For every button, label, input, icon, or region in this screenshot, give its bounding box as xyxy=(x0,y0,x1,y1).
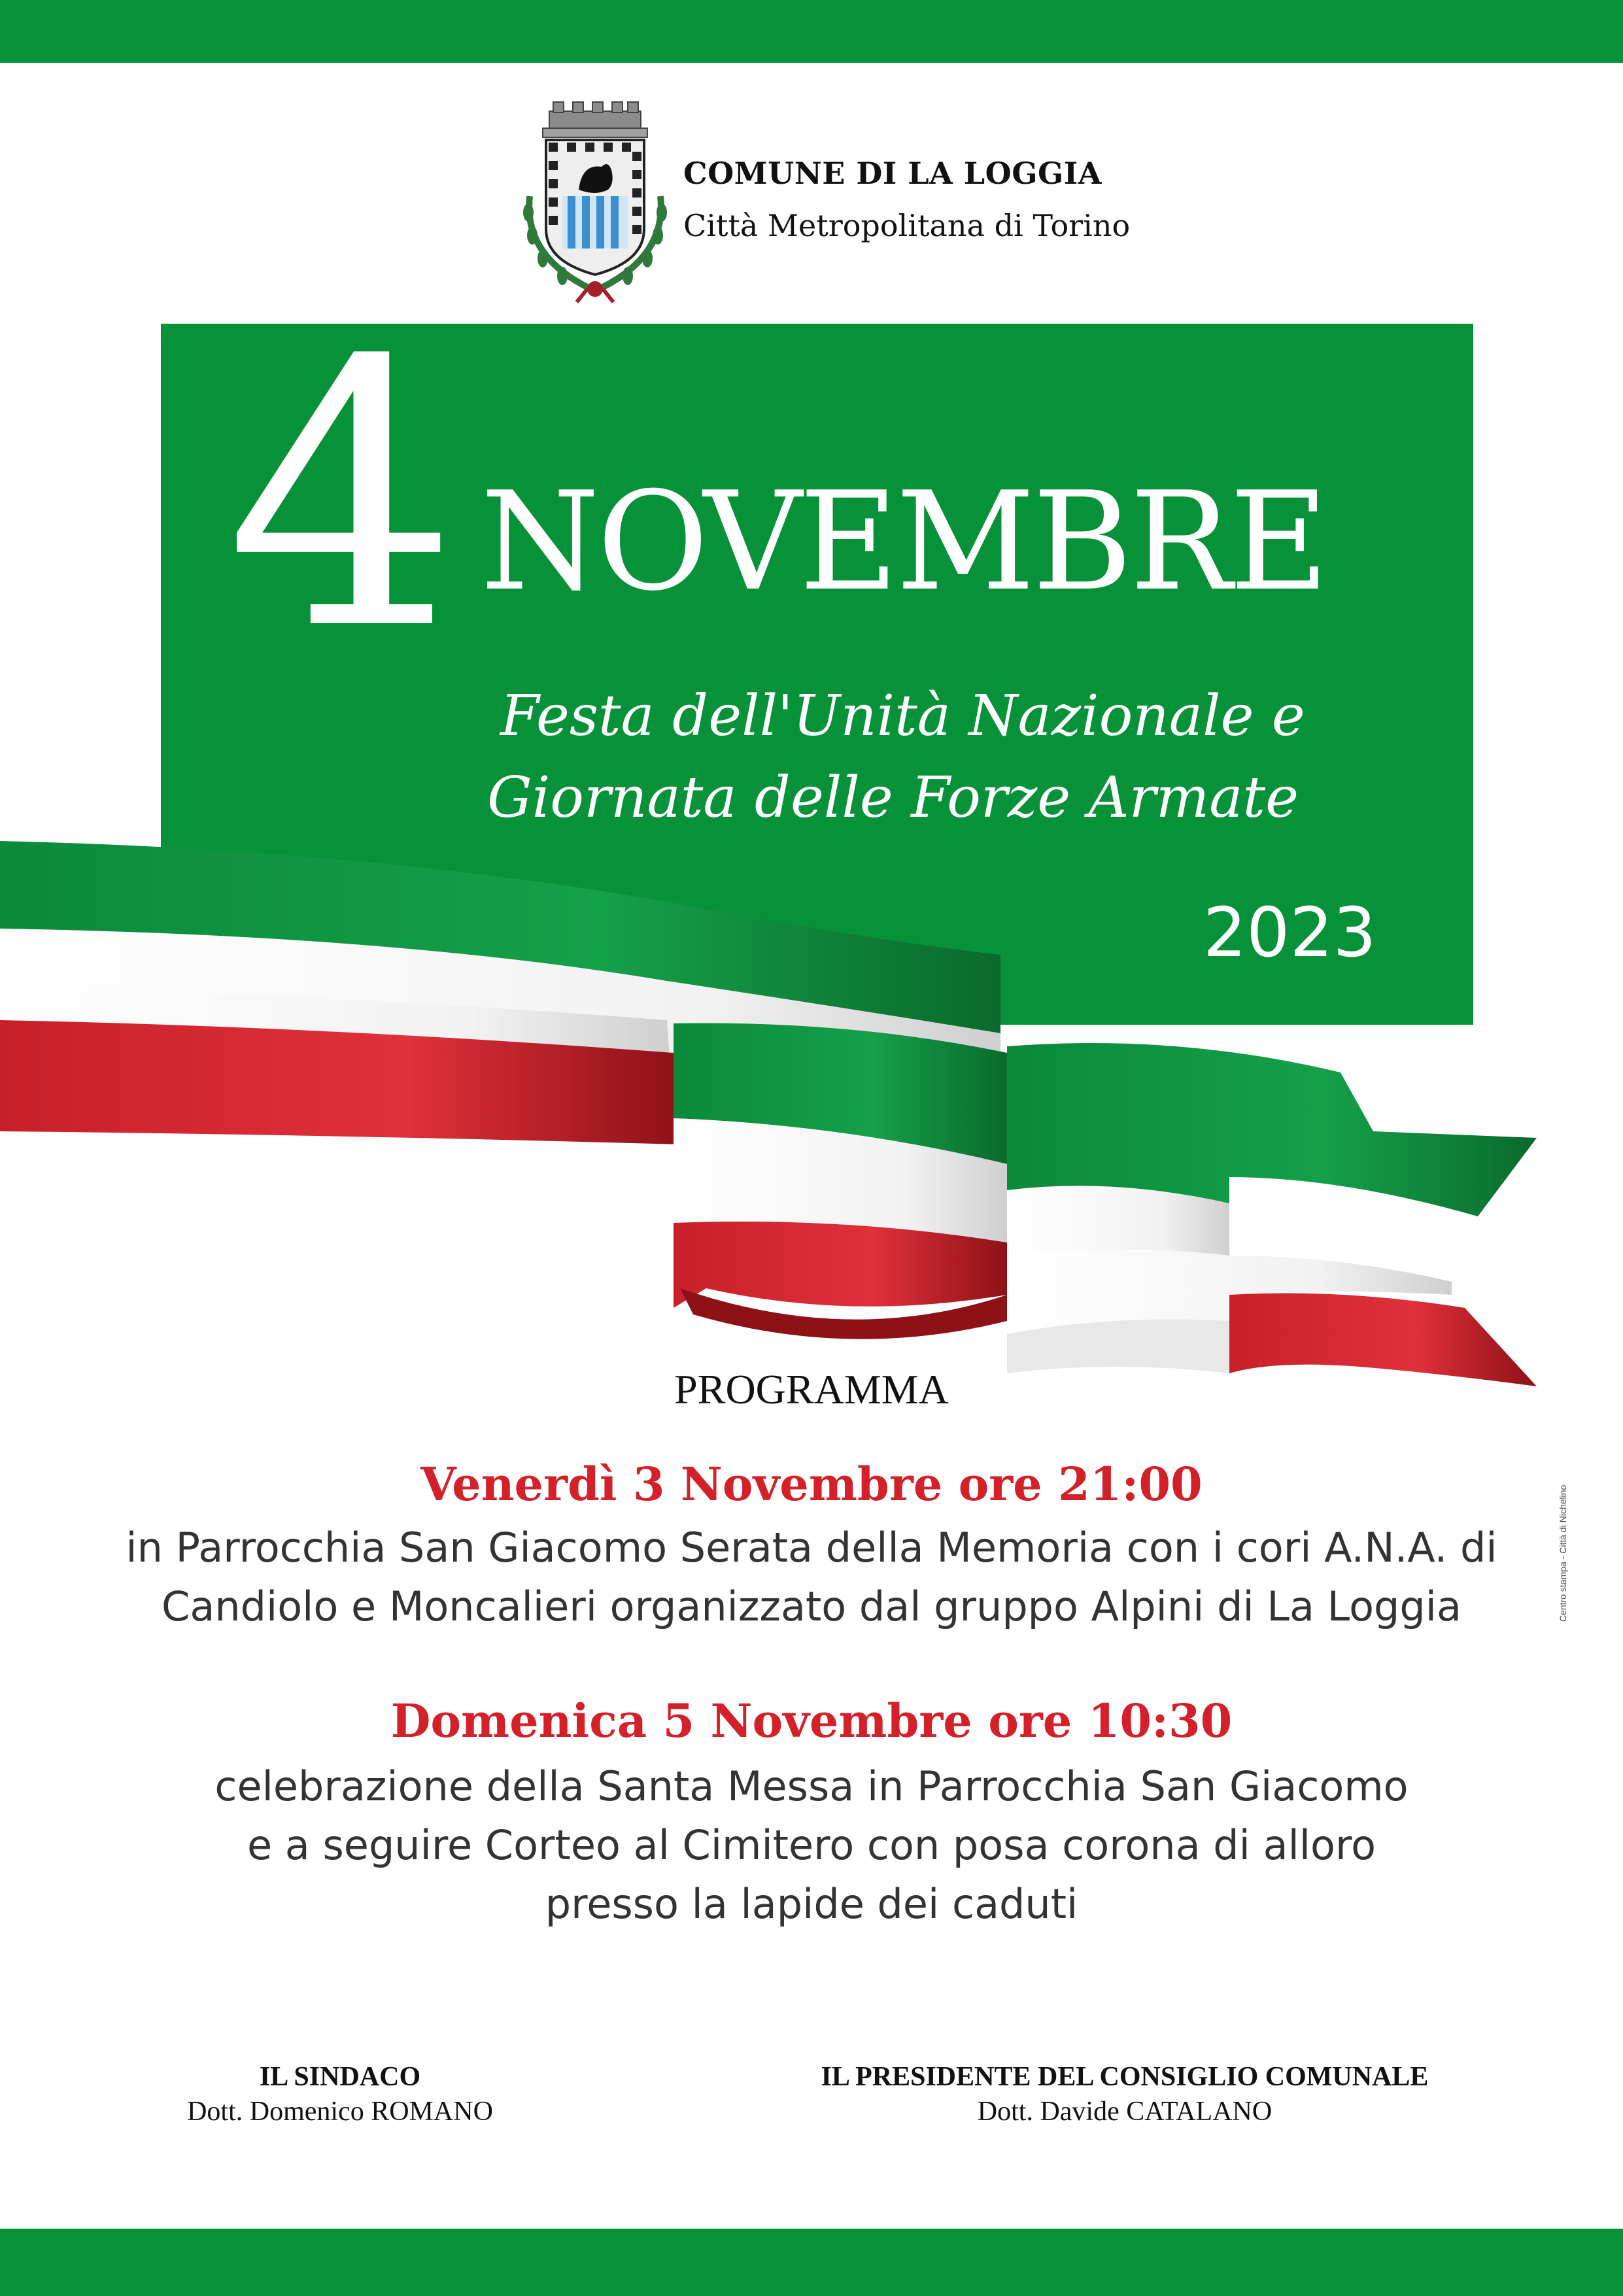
hero-day: 4 xyxy=(226,284,459,710)
town-crest-icon xyxy=(517,98,674,307)
event-2-title: Domenica 5 Novembre ore 10:30 xyxy=(390,1694,1233,1748)
printer-note: Centro stampa - Città di Nichelino xyxy=(1558,1484,1568,1622)
event-2-line-1: celebrazione della Santa Messa in Parrocchia San Giacomo xyxy=(214,1762,1409,1810)
event-1-line-2: Candiolo e Moncalieri organizzato dal gruppo Alpini di La Loggia xyxy=(162,1583,1461,1630)
hero-subtitle-line1: Festa dell'Unità Nazionale e xyxy=(500,683,1305,749)
bottom-green-bar xyxy=(0,2229,1623,2296)
presidente-name: Dott. Davide CATALANO xyxy=(977,2097,1273,2127)
hero-subtitle-line2: Giornata delle Forze Armate xyxy=(487,765,1299,831)
top-green-bar xyxy=(0,0,1623,63)
citta-subtitle: Città Metropolitana di Torino xyxy=(683,208,1131,243)
comune-title: COMUNE DI LA LOGGIA xyxy=(683,156,1102,191)
sindaco-role: IL SINDACO xyxy=(259,2062,421,2092)
event-2-line-2: e a seguire Corteo al Cimitero con posa corona di alloro xyxy=(247,1821,1376,1869)
event-1-line-1: in Parrocchia San Giacomo Serata della Memoria con i cori A.N.A. di xyxy=(126,1524,1497,1571)
sindaco-name: Dott. Domenico ROMANO xyxy=(187,2097,493,2127)
event-1-title: Venerdì 3 Novembre ore 21:00 xyxy=(420,1457,1203,1511)
event-2-line-3: presso la lapide dei caduti xyxy=(545,1880,1078,1928)
presidente-role: IL PRESIDENTE DEL CONSIGLIO COMUNALE xyxy=(821,2062,1429,2092)
hero-month: NOVEMBRE xyxy=(481,463,1327,621)
hero-year: 2023 xyxy=(1203,893,1376,972)
programma-heading: PROGRAMMA xyxy=(674,1366,949,1413)
italian-flag-ribbon xyxy=(0,837,1623,1426)
